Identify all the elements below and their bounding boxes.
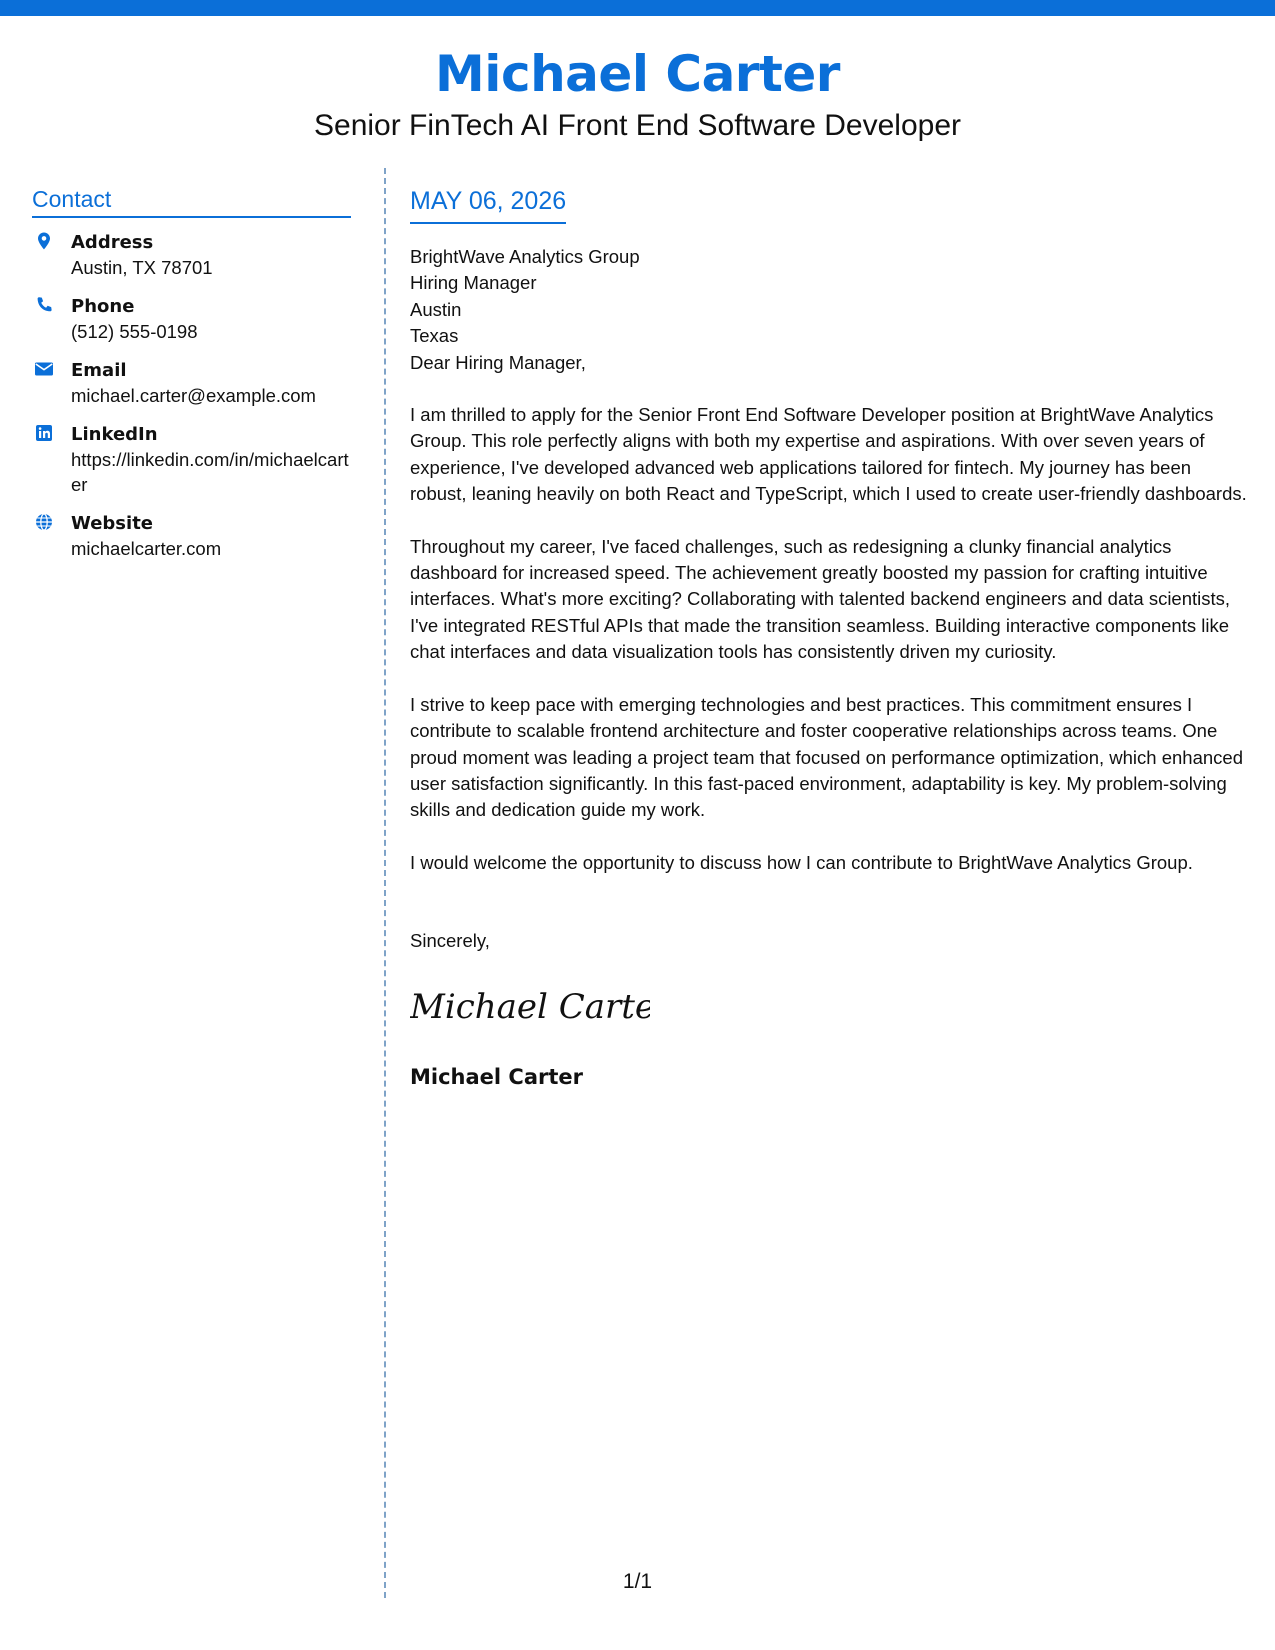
contact-value: michael.carter@example.com [71,385,316,406]
recipient-role: Hiring Manager [410,272,537,294]
resume-header [0,40,1275,144]
linkedin-icon [34,423,54,443]
letter-paragraph: I am thrilled to apply for the Senior Front End Software Developer position at BrightWave Analytics Group. This role perfectly aligns with both my expertise and aspirations. With over seven years of experience, I've developed advanced web applications tailored for fintech. My journey has been robust, leaning heavily on both React and TypeScript, which I used to create user-friendly dashboards. [410,404,1247,505]
contact-item-address [32,230,351,280]
contact-item-linkedin [32,422,351,497]
column-divider [384,168,386,1598]
contact-label: Address [71,232,154,253]
envelope-icon [34,359,54,379]
handwritten-signature [410,982,650,1032]
letter-paragraph: Throughout my career, I've faced challenges, such as redesigning a clunky financial analytics dashboard for increased speed. The achievement greatly boosted my passion for crafting intuitive interfaces. What's more exciting? Collaborating with talented backend engineers and data scientists, I've integrated RESTful APIs that made the transition seamless. Building interactive components like chat interfaces and data visualization tools has consistently driven my curiosity. [410,535,1231,663]
contact-label: Email [71,360,127,381]
letter-paragraph: I strive to keep pace with emerging technologies and best practices. This commitment ensures I contribute to scalable frontend architecture and foster cooperative relationships across teams. One proud moment was leading a project team that focused on performance optimization, which enhanced user satisfaction significantly. In this fast-paced environment, adaptability is key. My problem-solving skills and dedication guide my work. [410,693,1243,821]
page-number: 1/1 [622,1570,653,1593]
contact-item-email [32,358,351,408]
contact-heading: Contact [32,184,351,218]
contact-label: Website [71,513,154,534]
contact-value[interactable]: michaelcarter.com [71,538,222,559]
letter-date: MAY 06, 2026 [410,187,567,215]
recipient-city: Austin [410,298,462,320]
applicant-name: Michael Carter [435,45,840,103]
contact-sidebar [32,184,351,575]
applicant-title: Senior FinTech AI Front End Software Developer [314,109,961,142]
contact-list [32,230,351,561]
top-accent-bar [0,0,1275,16]
date-block [410,186,566,224]
contact-value: Austin, TX 78701 [71,257,213,278]
contact-value: (512) 555-0198 [71,321,198,342]
recipient-company: BrightWave Analytics Group [410,246,640,267]
recipient-block [410,244,1250,350]
contact-label: Phone [71,296,135,317]
closing: Sincerely, [410,930,490,952]
contact-value[interactable]: https://linkedin.com/in/michaelcarter [71,449,349,495]
letter-body [410,186,1250,1091]
contact-item-website [32,511,351,561]
phone-icon [34,295,54,315]
contact-label: LinkedIn [71,424,158,445]
letter-paragraph: I would welcome the opportunity to discuss how I can contribute to BrightWave Analytics Group. [410,851,1193,873]
contact-item-phone [32,294,351,344]
signer-name: Michael Carter [410,1065,583,1090]
map-pin-icon [34,231,54,251]
globe-icon [34,512,54,532]
recipient-state: Texas [410,325,459,347]
greeting: Dear Hiring Manager, [410,351,586,373]
signature-text: Michael Carter [410,987,650,1028]
